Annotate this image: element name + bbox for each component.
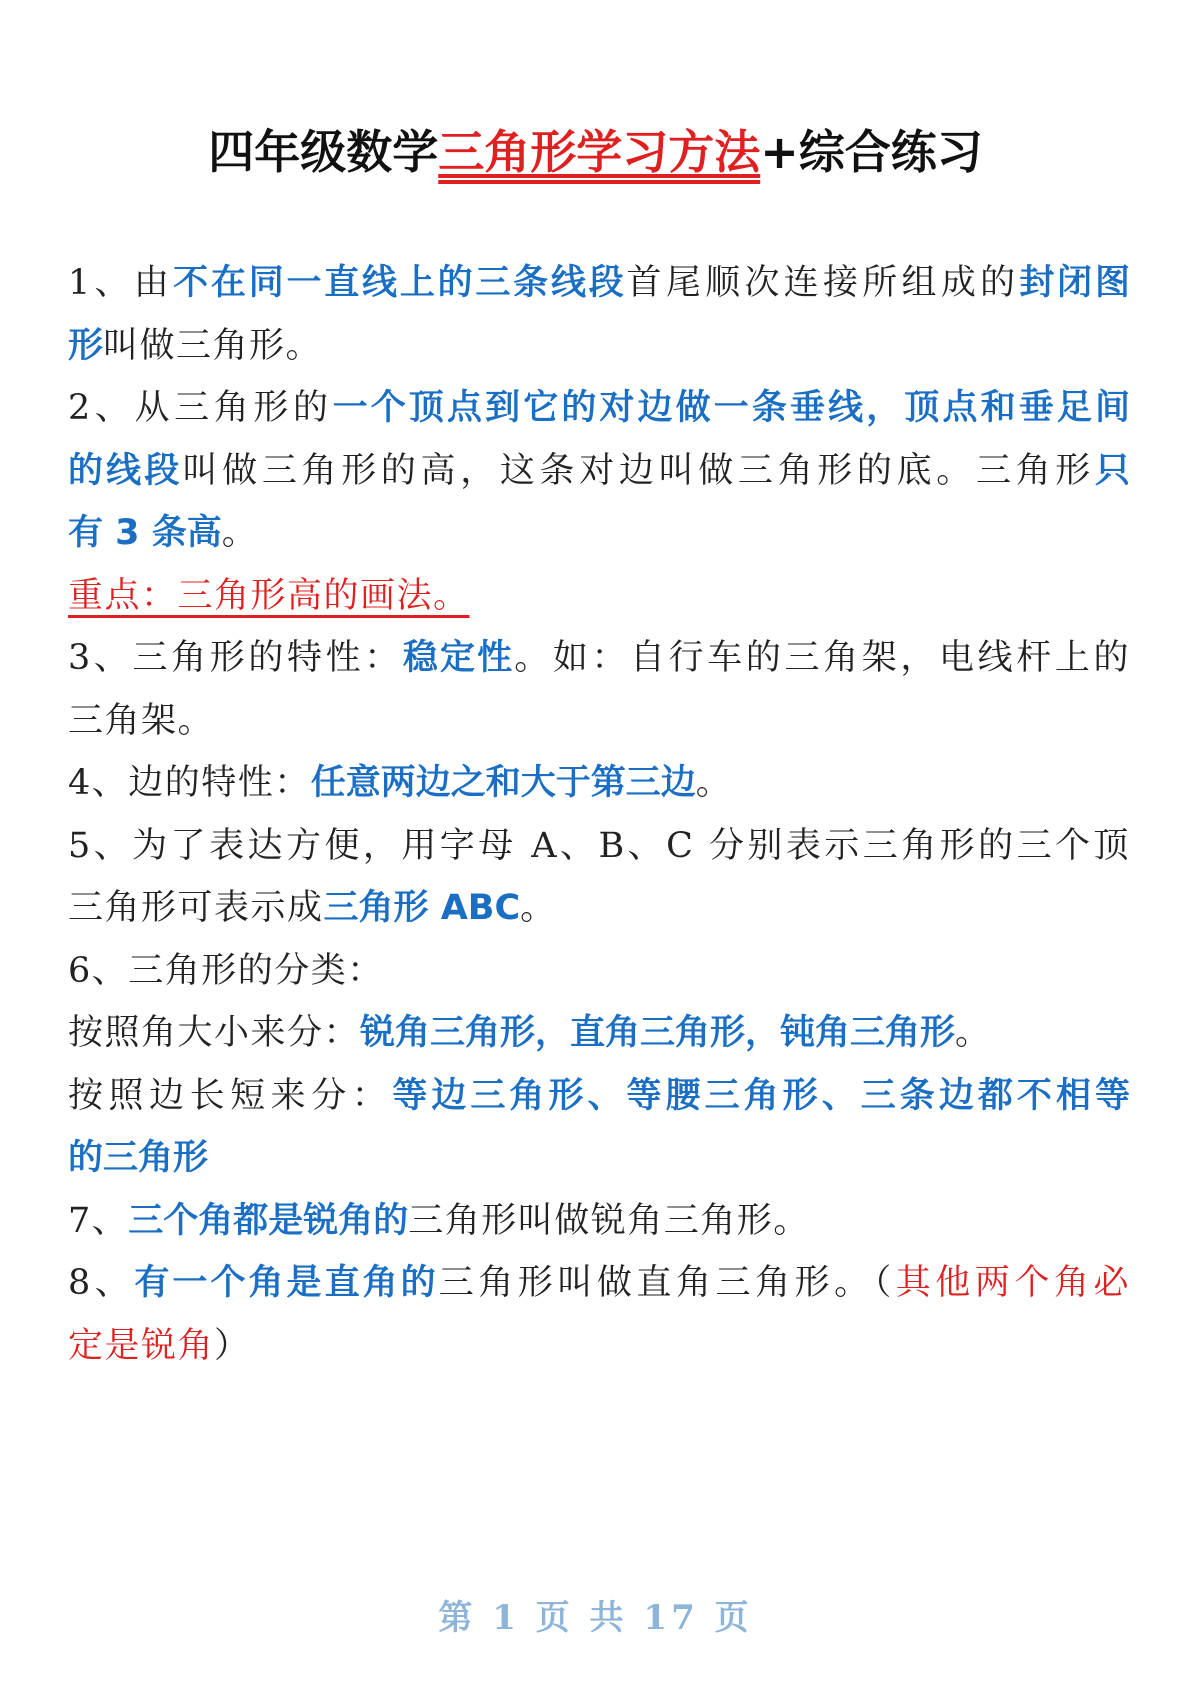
- item-1-line-2: [68, 315, 1130, 378]
- item-6-side-label: 按照边长短来分：: [68, 1075, 393, 1116]
- item-5-text: 。: [520, 888, 557, 928]
- title-highlight: 三角形学习方法: [438, 125, 761, 179]
- page-number-footer: 第 1 页 共 17 页: [438, 1598, 753, 1638]
- item-3-line-2: [68, 690, 1130, 753]
- title-part-1: 四年级数学: [208, 125, 439, 179]
- item-8-note: 其他两个角必: [895, 1263, 1130, 1303]
- item-6-side-types: 等边三角形、等腰三角形、三条边都不相等: [392, 1075, 1130, 1116]
- item-1-text: 1、由: [68, 263, 174, 303]
- item-8-line-2: [68, 1315, 1130, 1378]
- item-8-note: 定是锐角: [68, 1325, 215, 1366]
- item-6-angle-line: [68, 1002, 1130, 1065]
- item-7-text: 7、: [68, 1200, 129, 1241]
- item-3-emphasis: 稳定性: [402, 638, 515, 678]
- item-1-emphasis: 封闭图: [1019, 263, 1130, 303]
- item-6-text: 。: [955, 1013, 992, 1053]
- item-8-text: ）: [214, 1325, 251, 1366]
- item-3-text: 三角架。: [68, 700, 215, 741]
- item-5-line-1: [68, 815, 1130, 878]
- item-3-line-1: [68, 627, 1130, 690]
- item-6-heading: [68, 940, 1130, 1003]
- item-6-side-line-2: [68, 1127, 1130, 1190]
- item-8-text: 三角形叫做直角三角形。（: [438, 1263, 896, 1303]
- item-7-text: 三角形叫做锐角三角形。: [408, 1200, 810, 1241]
- item-6-angle-label: 按照角大小来分：: [68, 1013, 361, 1053]
- key-point: 重点：三角形高的画法。: [68, 575, 470, 616]
- item-2-emphasis: 只: [1094, 450, 1130, 491]
- item-2-emphasis: 一个顶点到它的对边做一条垂线，顶点和垂足间: [332, 388, 1130, 428]
- item-3-text: 3、三角形的特性：: [68, 638, 403, 678]
- item-8-emphasis: 有一个角是直角的: [134, 1263, 439, 1303]
- item-6-side-line-1: [68, 1065, 1130, 1128]
- item-2-emphasis: 有 3 条高: [68, 513, 222, 553]
- item-4-line: [68, 752, 1130, 815]
- item-1-line-1: [68, 252, 1130, 315]
- item-3-text: 。如：自行车的三角架，电线杆上的: [514, 638, 1130, 678]
- item-6-text: 6、三角形的分类：: [68, 950, 384, 991]
- item-4-text: 4、边的特性：: [68, 763, 311, 803]
- item-6-angle-types: 锐角三角形，直角三角形，钝角三角形: [360, 1013, 956, 1053]
- item-1-text: 叫做三角形。: [103, 325, 323, 366]
- item-7-line: [68, 1190, 1130, 1253]
- item-5-emphasis: 三角形 ABC: [323, 888, 521, 928]
- item-2-line-3: [68, 502, 1130, 565]
- item-4-emphasis: 任意两边之和大于第三边: [310, 763, 696, 803]
- item-2-text: 2、从三角形的: [68, 388, 333, 428]
- item-8-line-1: [68, 1252, 1130, 1315]
- item-1-emphasis: 形: [68, 325, 104, 366]
- item-5-text: 三角形可表示成: [68, 888, 324, 928]
- item-6-side-types: 的三角形: [68, 1138, 209, 1178]
- key-point-line: [68, 565, 1130, 628]
- item-2-text: 叫做三角形的高，这条对边叫做三角形的底。三角形: [182, 450, 1095, 491]
- item-5-text: 5、为了表达方便，用字母 A、B、C 分别表示三角形的三个顶: [68, 825, 1130, 866]
- content-body: [68, 252, 1130, 1377]
- item-7-emphasis: 三个角都是锐角的: [128, 1200, 409, 1241]
- page-title: [0, 122, 1191, 182]
- item-2-text: 。: [221, 513, 259, 553]
- item-5-line-2: [68, 877, 1130, 940]
- item-2-emphasis: 的线段: [68, 450, 183, 491]
- item-4-text: 。: [695, 763, 733, 803]
- item-8-text: 8、: [68, 1263, 135, 1303]
- item-2-line-2: [68, 440, 1130, 503]
- title-part-3: +综合练习: [760, 125, 983, 179]
- item-1-emphasis: 不在同一直线上的三条线段: [173, 263, 627, 303]
- item-1-text: 首尾顺次连接所组成的: [626, 263, 1020, 303]
- item-2-line-1: [68, 377, 1130, 440]
